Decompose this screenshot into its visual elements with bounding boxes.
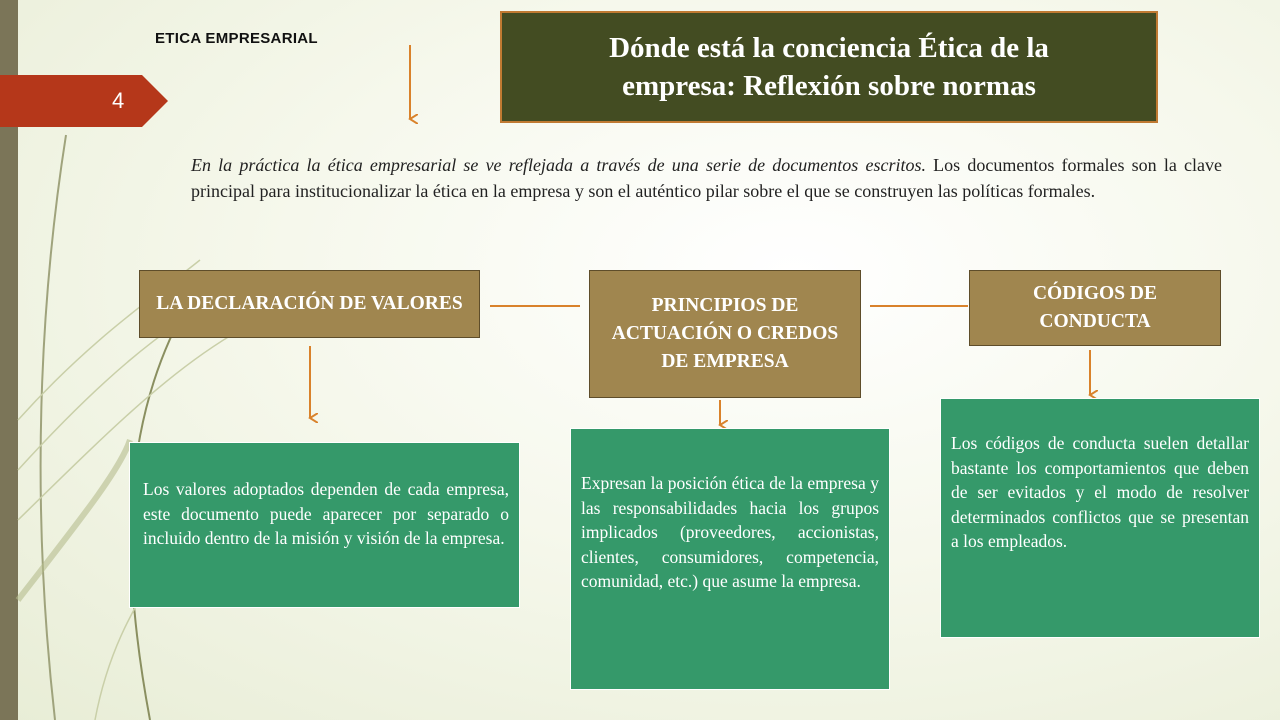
node-codigos-label: CÓDIGOS DE CONDUCTA <box>1032 283 1158 332</box>
desc-codigos <box>940 398 1260 638</box>
slide-title-text: Dónde está la conciencia Ética de la empresa: Reflexión sobre normas <box>609 32 1049 102</box>
slide-title <box>500 11 1158 123</box>
desc-codigos-text: Los códigos de conducta suelen detallar bastante los comportamientos que deben de ser evitados y el modo de resolver determinados conflictos que se presentan a los empleados. <box>951 433 1249 551</box>
desc-principios-text: Expresan la posición ética de la empresa y las responsabilidades hacia los grupos implicados (proveedores, accionistas, clientes, consumidores, competencia, comunidad, etc.) que asume la empresa. <box>581 473 879 591</box>
slide-number: 4 <box>112 88 125 113</box>
desc-valores <box>129 442 520 608</box>
section-label: ETICA EMPRESARIAL <box>155 30 318 47</box>
slide-number-tab <box>0 75 168 127</box>
intro-body-text: Los documentos formales son la clave principal para institucionalizar la ética en la empresa y son el auténtico pilar sobre el que se construyen las políticas formales. <box>191 155 1222 201</box>
node-declaracion-valores <box>139 270 480 338</box>
node-codigos-conducta <box>969 270 1221 346</box>
desc-valores-text: Los valores adoptados dependen de cada empresa, este documento puede aparecer por separado o incluido dentro de la misión y visión de la empresa. <box>143 479 509 548</box>
node-principios-actuacion <box>589 270 861 398</box>
desc-principios <box>570 428 890 690</box>
node-principios-label: PRINCIPIOS DE ACTUACIÓN O CREDOS DE EMPRESA <box>611 295 839 372</box>
intro-paragraph <box>191 152 1222 204</box>
intro-italic-text: En la práctica la ética empresarial se ve reflejada a través de una serie de documentos escritos. <box>191 155 926 175</box>
node-valores-label: LA DECLARACIÓN DE VALORES <box>156 293 463 314</box>
